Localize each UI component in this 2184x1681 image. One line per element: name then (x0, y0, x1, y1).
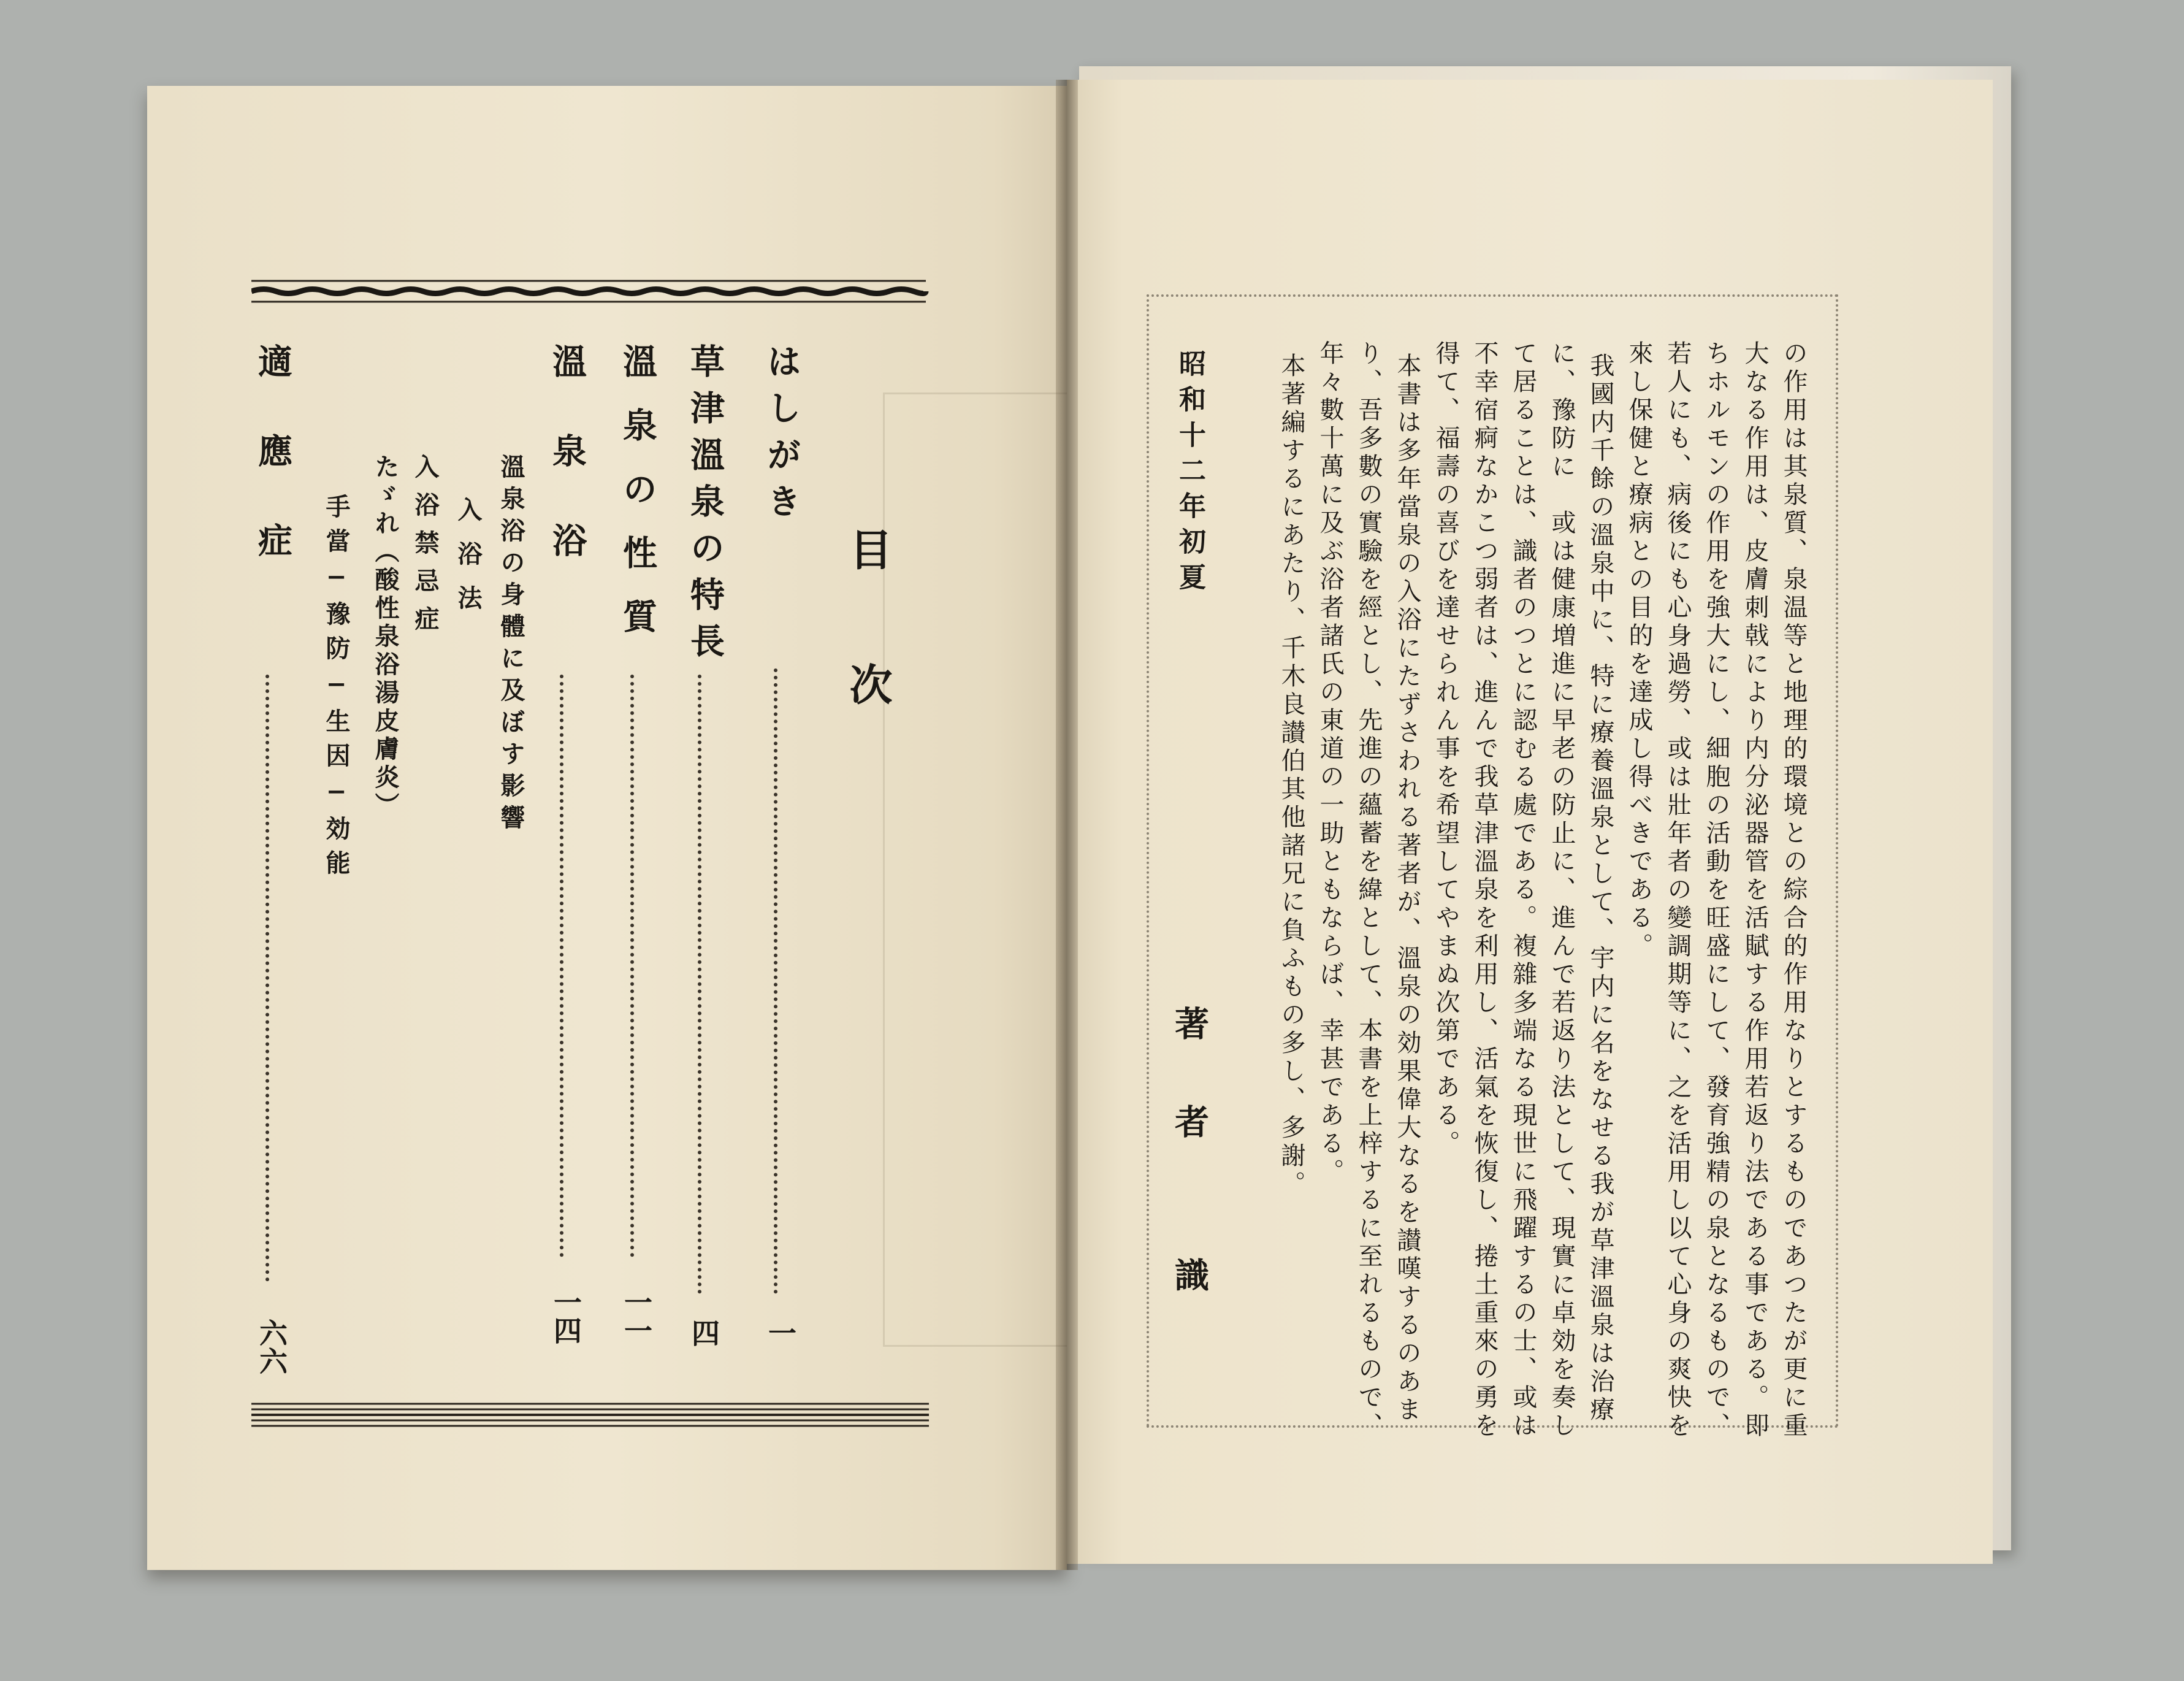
toc-entry-title[interactable]: はしがき (762, 343, 802, 530)
toc-entry-title[interactable]: 草津溫泉の特長 (685, 343, 725, 670)
toc-entry-page: 一一 (620, 1288, 653, 1344)
toc-sub-entry[interactable]: 手當−豫防−生因−効能 (322, 494, 351, 884)
toc-entry-page: 一四 (549, 1288, 582, 1344)
top-decorative-rule (251, 276, 932, 307)
toc-entry-page: 一 (764, 1319, 797, 1347)
preface-line: 大なる作用は、皮膚刺戟により内分泌器管を活賦する作用若返り法である事である。即 (1741, 340, 1769, 1441)
toc-leader-dots (560, 675, 563, 1257)
preface-line: 來し保健と療病との目的を達成し得べきである。 (1625, 340, 1653, 961)
toc-entry-title[interactable]: 溫泉の性質 (617, 343, 658, 662)
preface-line: 若人にも、病後にも心身過勞、或は壯年者の變調期等に、之を活用し以て心身の爽快を (1663, 340, 1692, 1441)
signature-char: 著 (1169, 1006, 1210, 1040)
toc-sub-entry[interactable]: 溫泉浴の身體に及ぼす影響 (497, 454, 525, 837)
toc-sub-entry[interactable]: 入浴法 (454, 497, 483, 629)
preface-line: に、豫防に 或は健康増進に早老の防止に、進んで若返り法として、現實に卓効を奏し (1548, 340, 1576, 1441)
signature-char: 識 (1169, 1257, 1210, 1292)
preface-line: ちホルモンの作用を強大にし、細胞の活動を旺盛にして、發育強精の泉となるもので、 (1702, 340, 1730, 1441)
book-spine (1056, 80, 1078, 1570)
preface-line: 本書は多年當泉の入浴にたずさわれる著者が、溫泉の効果偉大なるを讃嘆するのあま (1393, 353, 1421, 1425)
toc-leader-dots (630, 675, 634, 1257)
toc-leader-dots (774, 668, 777, 1294)
toc-entry-page: 六六 (255, 1319, 288, 1375)
preface-line: り、吾多數の實驗を經とし、先進の蘊蓄を緯として、本書を上梓するに至れるもので、 (1354, 340, 1383, 1441)
signature-char: 者 (1169, 1104, 1210, 1138)
toc-sub-entry[interactable]: たゞれ（酸性泉浴湯皮膚炎） (371, 454, 400, 821)
toc-entry-title[interactable]: 溫泉浴 (547, 343, 587, 612)
toc-heading: 目次 (842, 527, 893, 797)
bottom-decorative-rule (251, 1401, 932, 1429)
preface-line: 我國内千餘の溫泉中に、特に療養溫泉として、宇内に名をなせる我が草津溫泉は治療 (1586, 353, 1614, 1425)
show-through-frame (883, 392, 1083, 1347)
preface-line: 得て、福壽の喜びを達せられん事を希望してやまぬ次第である。 (1432, 340, 1460, 1158)
toc-sub-entry[interactable]: 入浴禁忌症 (411, 454, 440, 644)
preface-line: 年々數十萬に及ぶ浴者諸氏の東道の一助ともならば、幸甚である。 (1316, 340, 1344, 1187)
toc-leader-dots (265, 675, 269, 1282)
toc-entry-page: 四 (687, 1319, 720, 1347)
preface-line: の作用は其泉質、泉温等と地理的環境との綜合的作用なりとするものであつたが更に重 (1779, 340, 1808, 1441)
preface-line: て居ることは、識者のつとに認むる處である。複雜多端なる現世に飛躍するの士、或は (1509, 340, 1537, 1441)
preface-line: 不幸宿痾なかこつ弱者は、進んで我草津溫泉を利用し、活氣を恢復し、捲土重來の勇を (1470, 340, 1499, 1441)
preface-line: 本著編するにあたり、千木良讃伯其他諸兄に負ふもの多し、多謝。 (1277, 353, 1305, 1199)
toc-entry-title[interactable]: 適應症 (253, 343, 293, 612)
toc-leader-dots (698, 675, 701, 1294)
preface-date: 昭和十二年初夏 (1174, 350, 1205, 599)
